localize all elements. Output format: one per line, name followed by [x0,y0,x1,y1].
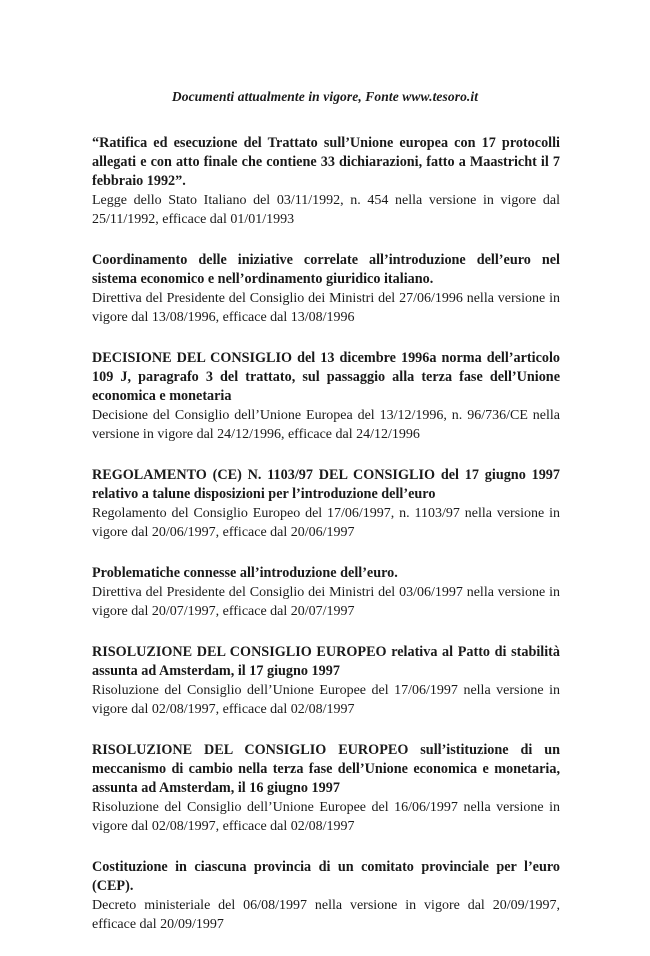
document-entry [92,858,560,934]
document-title: DECISIONE DEL CONSIGLIO del 13 dicembre 1996a norma dell’articolo 109 J, paragrafo 3 del trattato, sul passaggio alla terza fase dell’Unione economica e monetaria [92,350,560,404]
document-title: Coordinamento delle iniziative correlate all’introduzione dell’euro nel sistema economico e nell’ordinamento giuridico italiano. [92,252,560,287]
document-details: Risoluzione del Consiglio dell’Unione Europee del 17/06/1997 nella versione in vigore dal 02/08/1997, efficace dal 02/08/1997 [92,683,560,717]
page-header: Documenti attualmente in vigore, Fonte www.tesoro.it [171,89,479,104]
document-entry [92,741,560,836]
document-title: Costituzione in ciascuna provincia di un comitato provinciale per l’euro (CEP). [92,859,560,894]
document-details: Decreto ministeriale del 06/08/1997 nella versione in vigore dal 20/09/1997, efficace dal 20/09/1997 [92,898,560,932]
document-details: Decisione del Consiglio dell’Unione Europea del 13/12/1996, n. 96/736/CE nella versione in vigore dal 24/12/1996, efficace dal 24/12/1996 [92,408,560,442]
document-entry [92,643,560,719]
document-entry [92,564,560,621]
document-title: RISOLUZIONE DEL CONSIGLIO EUROPEO sull’istituzione di un meccanismo di cambio nella terza fase dell’Unione economica e monetaria, assunta ad Amsterdam, il 16 giugno 1997 [92,742,560,796]
document-entry [92,349,560,444]
document-title: “Ratifica ed esecuzione del Trattato sull’Unione europea con 17 protocolli allegati e con atto finale che contiene 33 dichiarazioni, fatto a Maastricht il 7 febbraio 1992”. [92,135,560,189]
document-list [92,134,560,956]
document-details: Direttiva del Presidente del Consiglio dei Ministri del 27/06/1996 nella versione in vigore dal 13/08/1996, efficace dal 13/08/1996 [92,291,560,325]
document-details: Regolamento del Consiglio Europeo del 17/06/1997, n. 1103/97 nella versione in vigore dal 20/06/1997, efficace dal 20/06/1997 [92,506,560,540]
document-title: REGOLAMENTO (CE) N. 1103/97 DEL CONSIGLIO del 17 giugno 1997 relativo a talune disposizioni per l’introduzione dell’euro [92,467,560,502]
document-details: Risoluzione del Consiglio dell’Unione Europee del 16/06/1997 nella versione in vigore dal 02/08/1997, efficace dal 02/08/1997 [92,800,560,834]
document-title: Problematiche connesse all’introduzione dell’euro. [92,565,398,581]
document-entry [92,251,560,327]
document-details: Legge dello Stato Italiano del 03/11/1992, n. 454 nella versione in vigore dal 25/11/1992, efficace dal 01/01/1993 [92,193,560,227]
document-details: Direttiva del Presidente del Consiglio dei Ministri del 03/06/1997 nella versione in vigore dal 20/07/1997, efficace dal 20/07/1997 [92,585,560,619]
document-title: RISOLUZIONE DEL CONSIGLIO EUROPEO relativa al Patto di stabilità assunta ad Amsterdam, il 17 giugno 1997 [92,644,560,679]
document-entry [92,466,560,542]
document-entry [92,134,560,229]
